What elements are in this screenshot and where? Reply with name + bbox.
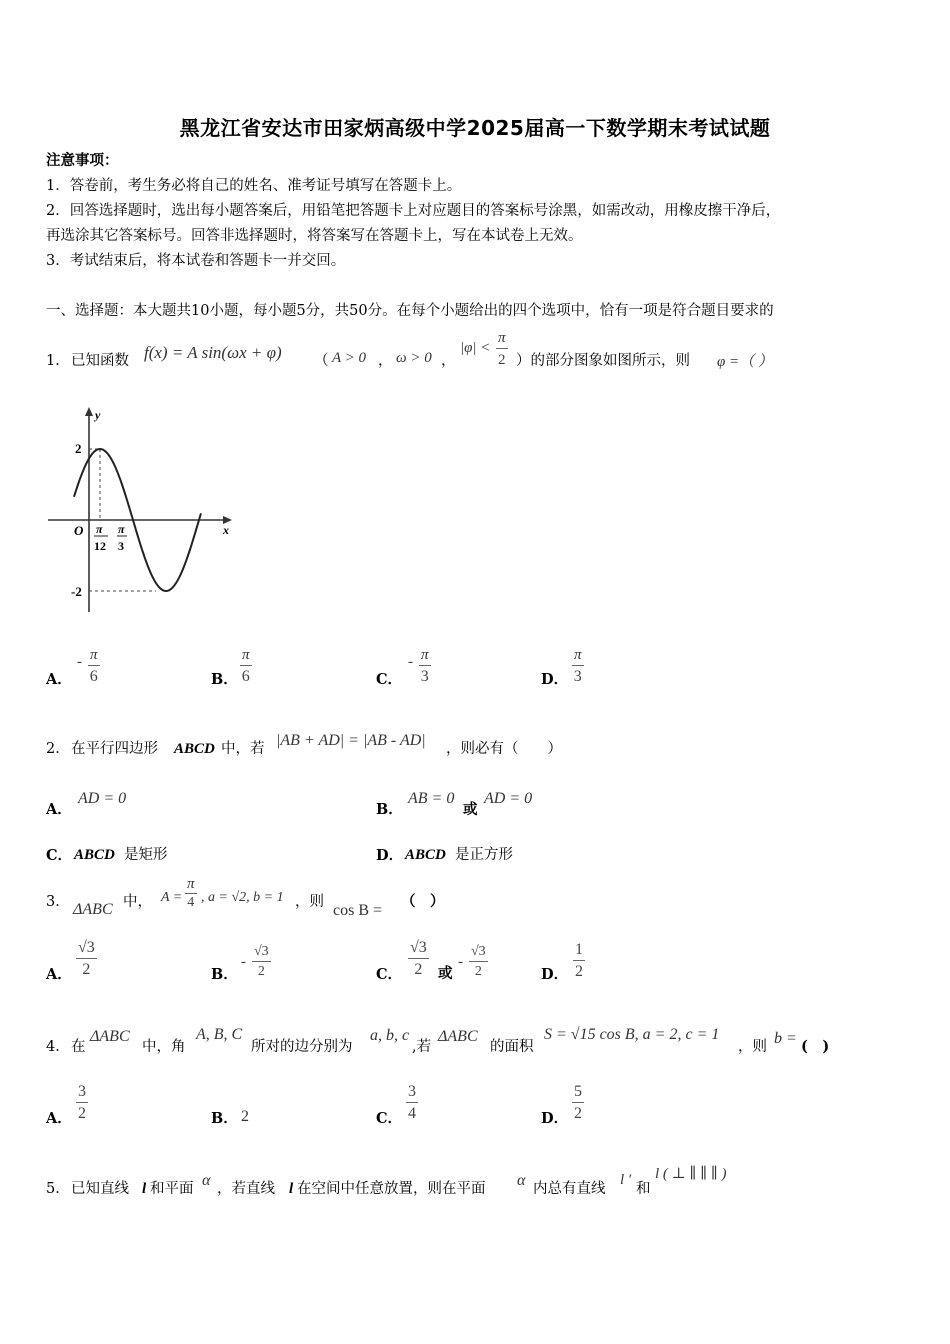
q5-l-2: l (289, 1181, 294, 1197)
q3-option-c-or: 或 (438, 965, 453, 982)
fraction-denominator: 2 (78, 1105, 86, 1122)
q4-text-then: ，则 (738, 1039, 767, 1055)
q1-cond-phi: |φ| < (460, 340, 491, 356)
x-axis-label: x (223, 523, 229, 537)
q2-option-a[interactable]: AD = 0 (78, 790, 127, 807)
q3-option-b-sign: - (241, 954, 246, 970)
q4-option-d-label: D． (541, 1110, 569, 1127)
fraction-numerator: π (419, 645, 431, 666)
q1-cond-a: A > 0 (332, 350, 367, 366)
q4-sides: a, b, c (370, 1027, 410, 1044)
q1-comma: ， (441, 353, 456, 369)
tick-pi-3-num: π (118, 522, 125, 536)
q4-text-sides: 所对的边分别为 (251, 1039, 353, 1055)
q4-text-angle: 中，角 (142, 1039, 186, 1055)
q2-text: 在平行四边形 (71, 741, 158, 757)
q1-option-d[interactable] (572, 645, 584, 688)
q4-option-b-label: B． (211, 1110, 238, 1127)
q1-option-c-sign: - (408, 654, 413, 670)
notice-item: 1．答卷前，考生务必将自己的姓名、准考证号填写在答题卡上。 (46, 178, 462, 194)
q4-text-area: 的面积 (490, 1039, 534, 1055)
y-axis-label: y (95, 408, 101, 422)
fraction-numerator: 3 (406, 1082, 418, 1103)
fraction-denominator: 4 (187, 895, 195, 910)
q3-text: 中， (123, 894, 152, 910)
fraction-denominator: 6 (241, 668, 250, 685)
q2-option-c-abcd: ABCD (74, 847, 115, 863)
fraction-numerator: π (572, 645, 584, 666)
q3-option-a-label: A． (46, 966, 72, 983)
q4-option-a-label: A． (46, 1110, 72, 1127)
q2-number: 2． (46, 741, 70, 757)
q3-option-c-second[interactable] (469, 943, 488, 982)
q2-option-b-first[interactable]: AB = 0 (408, 790, 455, 807)
fraction-denominator: 2 (498, 352, 506, 368)
q3-option-c-label: C． (376, 966, 403, 983)
q1-ask: φ =（ ） (717, 354, 773, 370)
fraction-numerator: 5 (572, 1082, 584, 1103)
q3-option-c-sign: - (458, 954, 463, 970)
q5-alpha-2: α (517, 1172, 526, 1189)
q4-number: 4． (46, 1039, 70, 1055)
q5-l: l (142, 1181, 147, 1197)
q3-number: 3． (46, 894, 70, 910)
fraction-numerator: π (496, 328, 508, 349)
q1-function: f(x) = A sin(ωx + φ) (144, 343, 282, 362)
q4-option-d[interactable] (572, 1082, 584, 1125)
q1-text: 已知函数 (71, 353, 129, 369)
y-min-label: -2 (71, 584, 82, 599)
q4-option-c-label: C． (376, 1110, 403, 1127)
q5-tail-expression: l ( ⊥ ∥ ∥ ∥ ) (655, 1166, 727, 1182)
q5-text-space: 在空间中任意放置，则在平面 (297, 1181, 486, 1197)
q1-comma: ， (378, 353, 393, 369)
q3-option-d-label: D． (541, 966, 569, 983)
q5-text: 已知直线 (71, 1181, 129, 1197)
q1-text-post: ）的部分图象如图所示，则 (516, 353, 690, 369)
q4-paren: ( ) (801, 1038, 830, 1055)
fraction-denominator: 3 (573, 668, 582, 685)
q3-option-d[interactable] (573, 940, 585, 983)
fraction-denominator: 2 (575, 963, 583, 980)
q1-option-c-label: C． (376, 671, 403, 688)
q5-text-and: 和 (636, 1181, 651, 1197)
q1-cond-omega: ω > 0 (396, 350, 432, 366)
fraction-numerator: π (187, 876, 195, 892)
fraction-numerator: 3 (76, 1082, 88, 1103)
q2-option-d[interactable]: 是正方形 (455, 847, 513, 863)
section-heading: 一、选择题：本大题共10小题，每小题5分，共50分。在每个小题给出的四个选项中，恰有一项是符合题目要求的 (46, 303, 774, 319)
q1-paren: （ (314, 353, 329, 369)
q2-text-mid: 中，若 (221, 741, 265, 757)
fraction-numerator: π (88, 645, 100, 666)
q2-expression: |AB + AD| = |AB - AD| (276, 732, 426, 749)
q5-l-prime: l ′ (620, 1172, 632, 1188)
q2-option-d-label: D． (376, 847, 404, 864)
tick-pi-12-num: π (96, 522, 103, 536)
tick-pi-3-den: 3 (118, 539, 124, 553)
q4-area-formula: S = √15 cos B, a = 2, c = 1 (544, 1026, 720, 1043)
notice-heading: 注意事项： (46, 152, 119, 169)
fraction-numerator: √3 (252, 943, 271, 962)
q5-number: 5． (46, 1181, 70, 1197)
fraction-denominator: 6 (89, 668, 98, 685)
q2-option-b-second[interactable]: AD = 0 (484, 790, 533, 807)
q4-option-c[interactable] (406, 1082, 418, 1125)
q2-option-b-label: B． (376, 801, 403, 818)
q4-text: 在 (71, 1039, 86, 1055)
y-max-label: 2 (75, 441, 82, 456)
fraction-denominator: 2 (82, 961, 91, 978)
q3-pi-over-4 (185, 876, 197, 912)
q3-cond-rest: , a = √2, b = 1 (201, 890, 284, 905)
fraction-numerator: √3 (469, 943, 488, 962)
q3-option-c[interactable] (408, 938, 429, 981)
fraction-numerator: √3 (408, 938, 429, 959)
fraction-denominator: 2 (574, 1105, 582, 1122)
q1-option-a[interactable] (88, 645, 100, 688)
q4-triangle-2: ΔABC (438, 1028, 478, 1045)
q3-paren: （ ） (401, 893, 445, 910)
q2-option-b-or: 或 (463, 801, 478, 818)
y-axis-arrow (85, 407, 93, 416)
q1-pi-over-2 (496, 328, 508, 371)
q2-abcd: ABCD (174, 741, 215, 757)
fraction-denominator: 2 (257, 964, 265, 979)
q4-angles: A, B, C (196, 1026, 243, 1043)
q1-option-b-label: B． (211, 671, 238, 688)
q5-text-plane: 和平面 (150, 1181, 194, 1197)
q4-b: b = (774, 1030, 797, 1047)
q1-number: 1． (46, 353, 70, 369)
tick-pi-12-den: 12 (94, 539, 106, 553)
q1-option-c[interactable] (419, 645, 431, 688)
q3-option-b[interactable] (252, 943, 271, 982)
origin-label: O (74, 523, 84, 538)
q3-cos-b: cos B = (333, 902, 383, 919)
q1-option-a-label: A． (46, 671, 72, 688)
q3-option-b-label: B． (211, 966, 238, 983)
q1-option-a-sign: - (77, 654, 82, 670)
q2-text-post: ，则必有（ ） (446, 741, 562, 757)
page-title: 黑龙江省安达市田家炳高级中学2025届高一下数学期末考试试题 (179, 116, 771, 140)
q5-text-if: ，若直线 (217, 1181, 275, 1197)
q3-triangle: ΔABC (73, 901, 113, 918)
q2-option-c-label: C． (46, 847, 73, 864)
q4-text-if: ,若 (412, 1039, 432, 1055)
q4-option-b[interactable]: 2 (241, 1108, 249, 1125)
fraction-numerator: π (240, 645, 252, 666)
q4-option-a[interactable] (76, 1082, 88, 1125)
q3-option-a[interactable] (76, 938, 97, 981)
fraction-numerator: 1 (573, 940, 585, 961)
q1-option-b[interactable] (240, 645, 252, 688)
fraction-numerator: √3 (76, 938, 97, 959)
q5-alpha: α (202, 1172, 211, 1189)
notice-item: 2．回答选择题时，选出每小题答案后，用铅笔把答题卡上对应题目的答案标号涂黑，如需改动，用橡皮擦干净后， (46, 203, 781, 219)
q2-option-d-abcd: ABCD (405, 847, 446, 863)
notice-item: 再选涂其它答案标号。回答非选择题时，将答案写在答题卡上，写在本试卷上无效。 (46, 228, 583, 244)
q1-sine-graph (40, 402, 240, 614)
fraction-denominator: 2 (474, 964, 482, 979)
fraction-denominator: 4 (408, 1105, 416, 1122)
q4-triangle: ΔABC (90, 1028, 130, 1045)
fraction-denominator: 2 (414, 961, 423, 978)
notice-item: 3．考试结束后，将本试卷和答题卡一并交回。 (46, 253, 346, 269)
q2-option-a-label: A． (46, 801, 72, 818)
q5-text-line: 内总有直线 (533, 1181, 606, 1197)
q1-option-d-label: D． (541, 671, 569, 688)
q3-cond-a: A = (161, 890, 183, 905)
q3-text-then: ，则 (295, 894, 324, 910)
fraction-denominator: 3 (420, 668, 429, 685)
q2-option-c[interactable]: 是矩形 (124, 847, 168, 863)
